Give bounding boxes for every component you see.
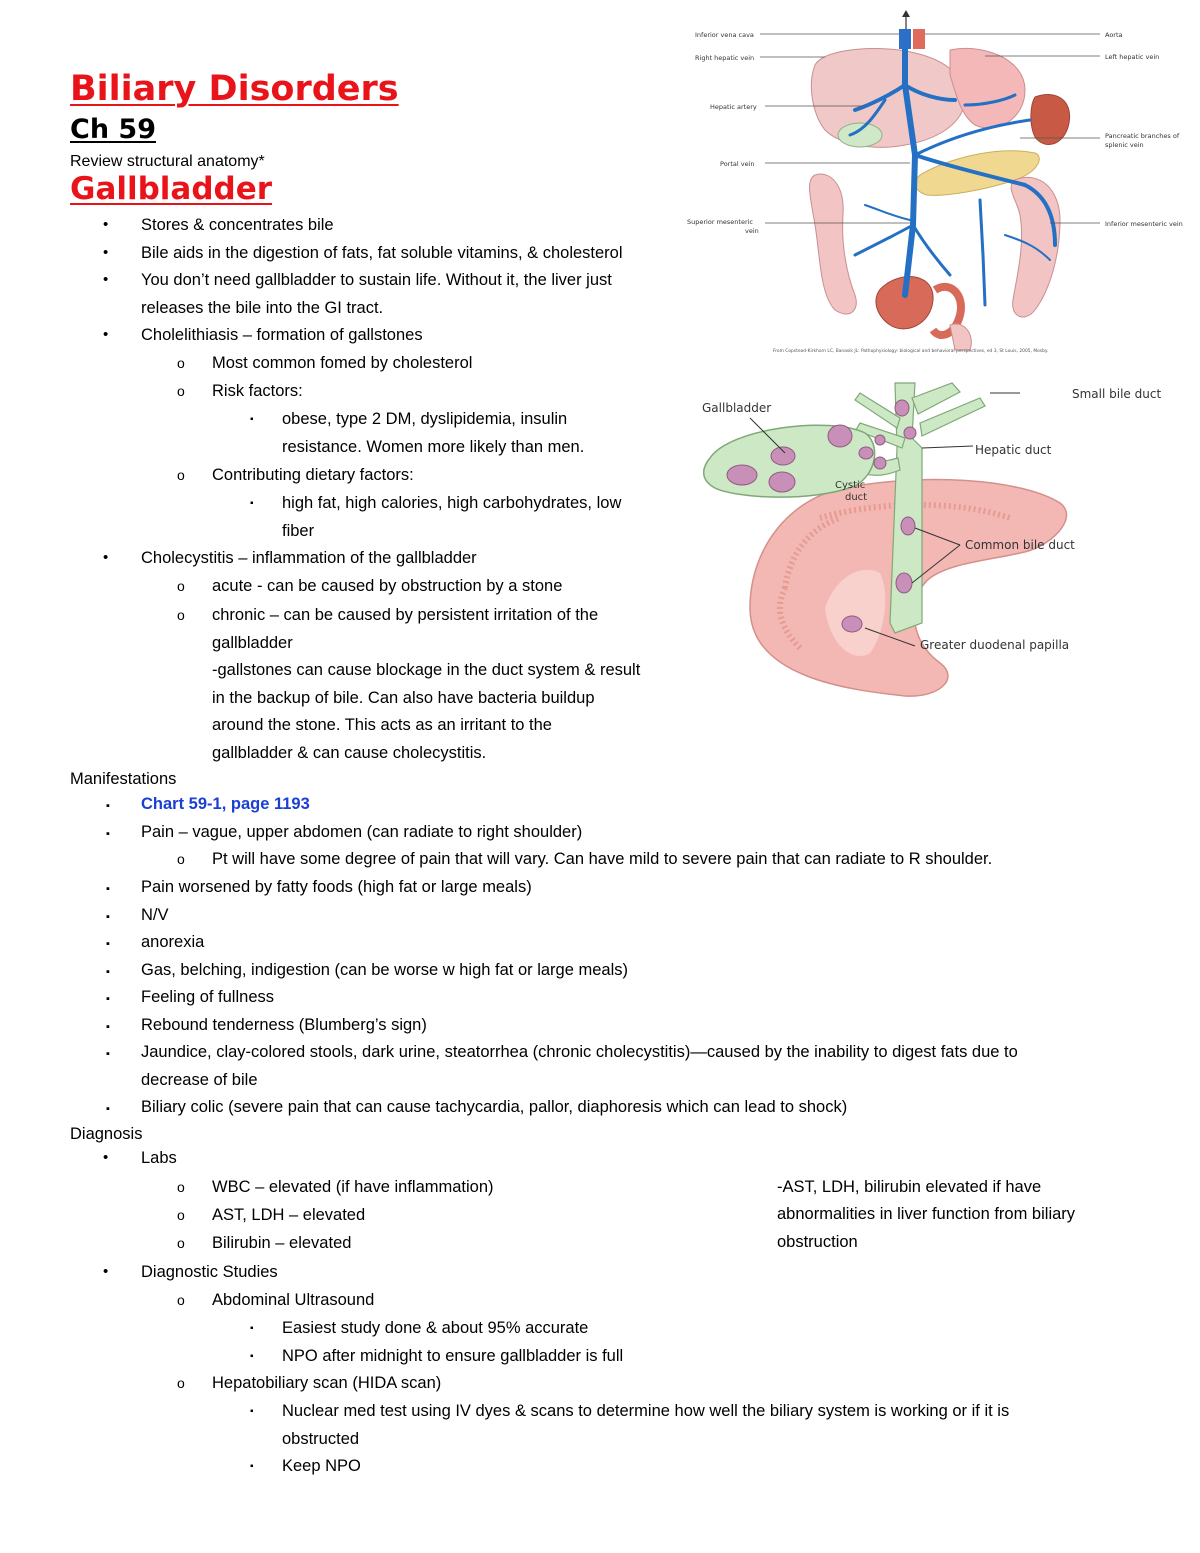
bullet-square: ▪ [250,498,254,509]
lab-note: obstruction [777,1233,858,1251]
bullet-o: o [177,355,185,371]
bile-duct-figure [690,378,1200,723]
label-inferior-vena-cava: Inferior vena cava [695,31,754,39]
bullet-small: ▪ [106,993,110,1005]
list-item: Jaundice, clay-colored stools, dark urine, steatorrhea (chronic cholecystitis)—caused by the inability to digest fats due to [141,1043,1018,1061]
bullet-o: o [177,1207,185,1223]
bullet-small: ▪ [106,828,110,840]
bullet-o: o [177,1292,185,1308]
list-item: anorexia [141,933,205,951]
label-portal-vein: Portal vein [720,160,755,168]
list-item: Feeling of fullness [141,988,274,1006]
sub-sub-list-item: Easiest study done & about 95% accurate [282,1319,589,1337]
sub-list-item: Most common fomed by cholesterol [212,354,473,372]
manifestations-label: Manifestations [70,770,177,788]
sub-list-item: Risk factors: [212,382,303,400]
sub-list-item: Pt will have some degree of pain that will vary. Can have mild to severe pain that can radiate to R shoulder. [212,850,993,868]
sub-list-item: Abdominal Ultrasound [212,1291,375,1309]
bullet-small: ▪ [106,1021,110,1033]
sub-list-item: chronic – can be caused by persistent irritation of the [212,606,599,624]
label-gallbladder: Gallbladder [702,401,772,415]
lab-note: abnormalities in liver function from biliary [777,1205,1076,1223]
label-hepatic-artery: Hepatic artery [710,103,757,111]
bullet-small: ▪ [106,938,110,950]
diagnosis-label: Diagnosis [70,1125,143,1143]
sub-sub-list-item-continued: fiber [282,522,315,540]
label-pancreatic-branches: Pancreatic branches of [1105,132,1180,140]
list-item: Stores & concentrates bile [141,216,334,234]
list-item: Biliary colic (severe pain that can cause tachycardia, pallor, diaphoresis which can lead to shock) [141,1098,848,1116]
sub-sub-list-item: high fat, high calories, high carbohydrates, low [282,494,622,512]
sub-list-item-continued: in the backup of bile. Can also have bacteria buildup [212,689,595,707]
sub-list-item: Bilirubin – elevated [212,1234,352,1252]
bullet-small: ▪ [106,883,110,895]
figure-credit: From Copstead-Kirkhorn LC, Banasik JL: Pathophysiology: biological and behavioral perspectives, ed 3, St Louis, 2005, Mosby. [773,349,1049,354]
bullet-square: ▪ [250,1351,254,1362]
bullet-small: ▪ [106,966,110,978]
bullet-o: o [177,383,185,399]
bullet-small: ▪ [106,800,110,812]
bullet-o: o [177,1375,185,1391]
bullet-dot: • [103,271,109,288]
label-right-hepatic-vein: Right hepatic vein [695,54,755,62]
label-duct: duct [845,492,868,503]
bullet-square: ▪ [250,414,254,425]
sub-list-item: acute - can be caused by obstruction by a stone [212,577,563,595]
list-item: Rebound tenderness (Blumberg’s sign) [141,1016,427,1034]
sub-sub-list-item-continued: resistance. Women more likely than men. [282,438,585,456]
portal-venous-system-figure [665,5,1200,365]
label-superior-mesenteric-vein: vein [745,227,759,235]
bullet-square: ▪ [250,1461,254,1472]
list-item: N/V [141,906,169,924]
bullet-small: ▪ [106,1048,110,1060]
sub-list-item-continued: gallbladder [212,634,293,652]
sub-list-item-continued: -gallstones can cause blockage in the duct system & result [212,661,641,679]
bullet-o: o [177,578,185,594]
chart-reference-link[interactable]: Chart 59-1, page 1193 [141,795,310,813]
sub-list-item: Contributing dietary factors: [212,466,414,484]
bullet-o: o [177,607,185,623]
label-splenic-vein: splenic vein [1105,141,1144,149]
sub-list-item-continued: around the stone. This acts as an irritant to the [212,716,552,734]
list-item: You don’t need gallbladder to sustain life. Without it, the liver just [141,271,612,289]
sub-list-item: WBC – elevated (if have inflammation) [212,1178,494,1196]
sub-sub-list-item: obese, type 2 DM, dyslipidemia, insulin [282,410,568,428]
bullet-o: o [177,1179,185,1195]
label-common-bile-duct: Common bile duct [965,538,1075,552]
sub-sub-list-item: Nuclear med test using IV dyes & scans to determine how well the biliary system is working or if it is [282,1402,1010,1420]
sub-sub-list-item: NPO after midnight to ensure gallbladder is full [282,1347,624,1365]
sub-list-item: AST, LDH – elevated [212,1206,366,1224]
section-heading-gallbladder: Gallbladder [70,171,273,207]
bullet-dot: • [103,1263,109,1280]
list-item-continued: releases the bile into the GI tract. [141,299,384,317]
label-hepatic-duct: Hepatic duct [975,443,1052,457]
bullet-square: ▪ [250,1323,254,1334]
list-item: Labs [141,1149,177,1167]
list-item: Pain – vague, upper abdomen (can radiate to right shoulder) [141,823,583,841]
chapter-heading: Ch 59 [70,114,157,145]
label-left-hepatic-vein: Left hepatic vein [1105,53,1160,61]
bullet-dot: • [103,326,109,343]
bullet-dot: • [103,1149,109,1166]
bullet-dot: • [103,216,109,233]
bullet-small: ▪ [106,911,110,923]
bullet-square: ▪ [250,1406,254,1417]
list-item: Cholecystitis – inflammation of the gallbladder [141,549,477,567]
page-title: Biliary Disorders [70,69,399,109]
sub-list-item: Hepatobiliary scan (HIDA scan) [212,1374,442,1392]
bullet-o: o [177,467,185,483]
list-item: Diagnostic Studies [141,1263,278,1281]
label-small-bile-duct: Small bile duct [1072,387,1162,401]
label-inferior-mesenteric-vein: Inferior mesenteric vein [1105,220,1183,228]
bullet-small: ▪ [106,1103,110,1115]
bullet-o: o [177,851,185,867]
lab-note: -AST, LDH, bilirubin elevated if have [777,1178,1042,1196]
bullet-o: o [177,1235,185,1251]
sub-sub-list-item-continued: obstructed [282,1430,360,1448]
sub-list-item-continued: gallbladder & can cause cholecystitis. [212,744,487,762]
bullet-dot: • [103,549,109,566]
list-item: Gas, belching, indigestion (can be worse w high fat or large meals) [141,961,628,979]
list-item-continued: decrease of bile [141,1071,258,1089]
label-greater-duodenal-papilla: Greater duodenal papilla [920,638,1070,652]
bullet-dot: • [103,244,109,261]
list-item: Cholelithiasis – formation of gallstones [141,326,423,344]
list-item: Pain worsened by fatty foods (high fat or large meals) [141,878,532,896]
review-note: Review structural anatomy* [70,153,265,170]
sub-sub-list-item: Keep NPO [282,1457,361,1475]
label-superior-mesenteric: Superior mesenteric [687,218,753,226]
label-cystic: Cystic [835,480,866,491]
label-aorta: Aorta [1105,31,1123,39]
list-item: Bile aids in the digestion of fats, fat soluble vitamins, & cholesterol [141,244,623,262]
